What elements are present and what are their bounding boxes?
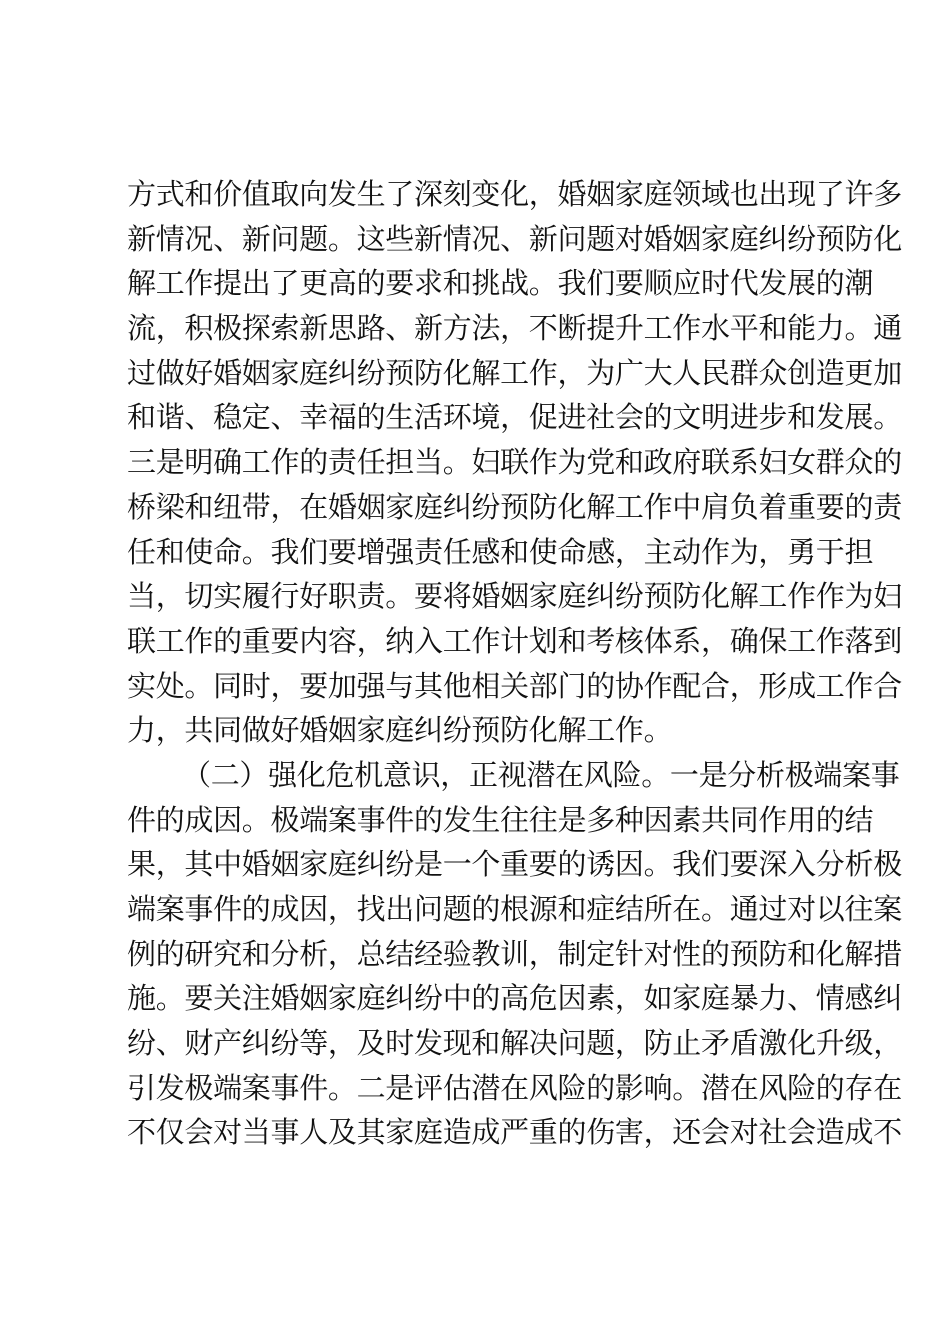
- text-line: 引发极端案事件。二是评估潜在风险的影响。潜在风险的存在: [127, 1070, 902, 1105]
- text-line: 解工作提出了更高的要求和挑战。我们要顺应时代发展的潮: [127, 266, 874, 301]
- text-line: 和谐、稳定、幸福的生活环境，促进社会的文明进步和发展。: [127, 400, 902, 435]
- text-line: 桥梁和纽带，在婚姻家庭纠纷预防化解工作中肩负着重要的责: [127, 489, 902, 524]
- text-line: 三是明确工作的责任担当。妇联作为党和政府联系妇女群众的: [127, 445, 902, 480]
- text-line: 新情况、新问题。这些新情况、新问题对婚姻家庭纠纷预防化: [127, 221, 902, 256]
- text-line: 例的研究和分析，总结经验教训，制定针对性的预防和化解措: [127, 936, 902, 971]
- text-line: 件的成因。极端案事件的发生往往是多种因素共同作用的结: [127, 802, 874, 837]
- section-heading-line: （二）强化危机意识，正视潜在风险。一是分析极端案事: [182, 757, 900, 792]
- text-line: 端案事件的成因，找出问题的根源和症结所在。通过对以往案: [127, 892, 902, 926]
- text-line: 联工作的重要内容，纳入工作计划和考核体系，确保工作落到: [127, 623, 902, 658]
- text-line: 果，其中婚姻家庭纠纷是一个重要的诱因。我们要深入分析极: [127, 847, 902, 882]
- text-line: 方式和价值取向发生了深刻变化，婚姻家庭领域也出现了许多: [127, 177, 902, 211]
- text-line: 力，共同做好婚姻家庭纠纷预防化解工作。: [127, 713, 673, 748]
- text-line: 不仅会对当事人及其家庭造成严重的伤害，还会对社会造成不: [127, 1115, 902, 1150]
- body-text: [127, 172, 902, 1155]
- text-line: 实处。同时，要加强与其他相关部门的协作配合，形成工作合: [127, 668, 902, 703]
- text-line: 施。要关注婚姻家庭纠纷中的高危因素，如家庭暴力、情感纠: [127, 981, 902, 1016]
- text-line: 过做好婚姻家庭纠纷预防化解工作，为广大人民群众创造更加: [127, 355, 902, 390]
- text-line: 任和使命。我们要增强责任感和使命感，主动作为，勇于担: [127, 534, 874, 569]
- text-line: 纷、财产纠纷等，及时发现和解决问题，防止矛盾激化升级，: [127, 1026, 902, 1061]
- text-line: 当，切实履行好职责。要将婚姻家庭纠纷预防化解工作作为妇: [127, 579, 902, 614]
- text-line: 流，积极探索新思路、新方法，不断提升工作水平和能力。通: [127, 311, 902, 346]
